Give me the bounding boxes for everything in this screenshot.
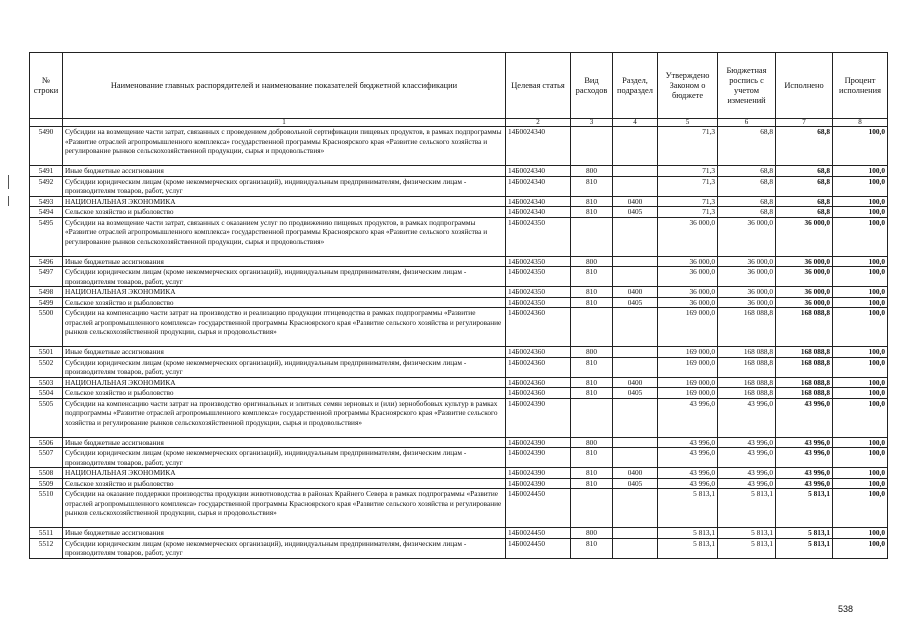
row-name: НАЦИОНАЛЬНАЯ ЭКОНОМИКА [63, 468, 506, 479]
row-section: 0400 [613, 287, 658, 298]
row-number: 5496 [30, 256, 63, 267]
row-schedule: 43 996,0 [718, 398, 776, 437]
table-row [30, 207, 888, 218]
row-approved: 5 813,1 [658, 489, 718, 528]
header-schedule: Бюджетная роспись с учетом изменений [718, 53, 776, 119]
row-approved: 36 000,0 [658, 267, 718, 287]
row-section [613, 347, 658, 358]
row-exp-type: 800 [571, 347, 613, 358]
row-percent: 100,0 [833, 287, 888, 298]
table-row [30, 478, 888, 489]
row-target: 14Б0024360 [506, 347, 571, 358]
row-percent: 100,0 [833, 347, 888, 358]
row-approved: 36 000,0 [658, 217, 718, 256]
row-name: Субсидии юридическим лицам (кроме некоммерческих организаций), индивидуальным предпринимателям, физическим лицам - производителям товаров, работ, услуг [63, 176, 506, 196]
row-target: 14Б0024340 [506, 127, 571, 166]
row-number: 5510 [30, 489, 63, 528]
column-number: 5 [658, 119, 718, 127]
row-section [613, 489, 658, 528]
row-section [613, 127, 658, 166]
row-number: 5504 [30, 388, 63, 399]
budget-document [29, 52, 887, 559]
row-section: 0405 [613, 478, 658, 489]
row-schedule: 36 000,0 [718, 267, 776, 287]
row-number: 5509 [30, 478, 63, 489]
row-executed: 68,8 [776, 207, 833, 218]
row-executed: 168 088,8 [776, 388, 833, 399]
row-target: 14Б0024350 [506, 217, 571, 256]
row-executed: 5 813,1 [776, 489, 833, 528]
row-exp-type: 810 [571, 468, 613, 479]
row-section: 0400 [613, 468, 658, 479]
table-row [30, 196, 888, 207]
row-target: 14Б0024350 [506, 297, 571, 308]
row-target: 14Б0024340 [506, 196, 571, 207]
row-section: 0405 [613, 207, 658, 218]
row-exp-type: 800 [571, 437, 613, 448]
row-approved: 169 000,0 [658, 308, 718, 347]
row-schedule: 68,8 [718, 196, 776, 207]
row-name: Иные бюджетные ассигнования [63, 528, 506, 539]
row-percent: 100,0 [833, 207, 888, 218]
row-percent: 100,0 [833, 489, 888, 528]
row-percent: 100,0 [833, 217, 888, 256]
row-section [613, 528, 658, 539]
row-name: Иные бюджетные ассигнования [63, 347, 506, 358]
row-target: 14Б0024450 [506, 538, 571, 558]
row-percent: 100,0 [833, 166, 888, 177]
row-percent: 100,0 [833, 377, 888, 388]
row-approved: 71,3 [658, 196, 718, 207]
row-exp-type: 810 [571, 176, 613, 196]
row-name: Субсидии юридическим лицам (кроме некоммерческих организаций), индивидуальным предпринимателям, физическим лицам - производителям товаров, работ, услуг [63, 357, 506, 377]
row-approved: 43 996,0 [658, 398, 718, 437]
row-name: Иные бюджетные ассигнования [63, 437, 506, 448]
row-name: Субсидии на возмещение части затрат, связанных с проведением добровольной сертификации пищевых продуктов, в рамках подпрограммы «Развитие отраслей агропромышленного комплекса» государственной программы Красноярского края «Развитие сельского хозяйства и регулирование рынков сельскохозяйственной продукции, сырья и продовольствия» [63, 127, 506, 166]
row-exp-type: 800 [571, 528, 613, 539]
row-number: 5503 [30, 377, 63, 388]
row-name: НАЦИОНАЛЬНАЯ ЭКОНОМИКА [63, 287, 506, 298]
table-row [30, 448, 888, 468]
row-exp-type: 810 [571, 538, 613, 558]
row-name: Сельское хозяйство и рыболовство [63, 388, 506, 399]
row-exp-type: 810 [571, 478, 613, 489]
table-row [30, 489, 888, 528]
row-approved: 169 000,0 [658, 347, 718, 358]
table-row [30, 347, 888, 358]
header-percent: Процент исполнения [833, 53, 888, 119]
row-schedule: 36 000,0 [718, 217, 776, 256]
row-section [613, 398, 658, 437]
row-executed: 168 088,8 [776, 308, 833, 347]
row-schedule: 68,8 [718, 166, 776, 177]
table-row [30, 308, 888, 347]
row-percent: 100,0 [833, 448, 888, 468]
row-number: 5507 [30, 448, 63, 468]
row-target: 14Б0024390 [506, 398, 571, 437]
row-number: 5497 [30, 267, 63, 287]
row-executed: 168 088,8 [776, 377, 833, 388]
row-target: 14Б0024350 [506, 256, 571, 267]
row-executed: 168 088,8 [776, 347, 833, 358]
row-exp-type: 810 [571, 357, 613, 377]
row-number: 5492 [30, 176, 63, 196]
table-row [30, 528, 888, 539]
table-row [30, 297, 888, 308]
row-approved: 71,3 [658, 176, 718, 196]
row-schedule: 68,8 [718, 127, 776, 166]
row-approved: 169 000,0 [658, 357, 718, 377]
row-section [613, 437, 658, 448]
row-schedule: 43 996,0 [718, 448, 776, 468]
row-executed: 36 000,0 [776, 217, 833, 256]
row-approved: 169 000,0 [658, 377, 718, 388]
row-approved: 43 996,0 [658, 448, 718, 468]
row-name: Субсидии юридическим лицам (кроме некоммерческих организаций), индивидуальным предпринимателям, физическим лицам - производителям товаров, работ, услуг [63, 448, 506, 468]
row-exp-type [571, 308, 613, 347]
budget-table [29, 52, 888, 559]
row-target: 14Б0024360 [506, 388, 571, 399]
row-section [613, 217, 658, 256]
row-number: 5501 [30, 347, 63, 358]
row-percent: 100,0 [833, 196, 888, 207]
header-section: Раздел, подраздел [613, 53, 658, 119]
table-row [30, 287, 888, 298]
row-schedule: 43 996,0 [718, 437, 776, 448]
column-number: 1 [63, 119, 506, 127]
row-approved: 36 000,0 [658, 287, 718, 298]
margin-mark [8, 175, 9, 189]
column-number: 2 [506, 119, 571, 127]
header-name: Наименование главных распорядителей и наименование показателей бюджетной классификации [63, 53, 506, 119]
column-number [30, 119, 63, 127]
row-schedule: 43 996,0 [718, 468, 776, 479]
row-name: Субсидии на оказание поддержки производства продукции животноводства в районах Крайнего Севера в рамках подпрограммы «Развитие отраслей агропромышленного комплекса» государственной программы Красноярского края «Развитие сельского хозяйства и регулирование рынков сельскохозяйственной продукции, сырья и продовольствия» [63, 489, 506, 528]
row-approved: 43 996,0 [658, 468, 718, 479]
row-exp-type [571, 217, 613, 256]
table-row [30, 217, 888, 256]
row-name: Субсидии юридическим лицам (кроме некоммерческих организаций), индивидуальным предпринимателям, физическим лицам - производителям товаров, работ, услуг [63, 538, 506, 558]
row-exp-type: 810 [571, 448, 613, 468]
row-exp-type: 810 [571, 287, 613, 298]
row-exp-type: 810 [571, 297, 613, 308]
row-name: Иные бюджетные ассигнования [63, 166, 506, 177]
row-executed: 68,8 [776, 176, 833, 196]
row-percent: 100,0 [833, 478, 888, 489]
row-percent: 100,0 [833, 528, 888, 539]
row-number: 5493 [30, 196, 63, 207]
row-exp-type: 810 [571, 267, 613, 287]
row-executed: 168 088,8 [776, 357, 833, 377]
row-approved: 71,3 [658, 166, 718, 177]
row-schedule: 36 000,0 [718, 287, 776, 298]
row-percent: 100,0 [833, 468, 888, 479]
row-number: 5500 [30, 308, 63, 347]
row-exp-type: 800 [571, 256, 613, 267]
row-target: 14Б0024360 [506, 357, 571, 377]
row-name: Субсидии на компенсацию части затрат на производство и реализацию продукции птицеводства в рамках подпрограммы «Развитие отраслей агропромышленного комплекса» государственной программы Красноярского края «Развитие сельского хозяйства и регулирование рынков сельскохозяйственной продукции, сырья и продовольствия» [63, 308, 506, 347]
row-percent: 100,0 [833, 297, 888, 308]
table-row [30, 166, 888, 177]
table-row [30, 468, 888, 479]
row-schedule: 5 813,1 [718, 528, 776, 539]
table-body [30, 127, 888, 559]
table-row [30, 176, 888, 196]
row-section: 0405 [613, 388, 658, 399]
row-exp-type: 810 [571, 377, 613, 388]
row-number: 5495 [30, 217, 63, 256]
row-executed: 36 000,0 [776, 287, 833, 298]
row-approved: 71,3 [658, 127, 718, 166]
header-approved: Утверждено Законом о бюджете [658, 53, 718, 119]
row-schedule: 168 088,8 [718, 388, 776, 399]
row-target: 14Б0024360 [506, 308, 571, 347]
row-section [613, 176, 658, 196]
row-schedule: 36 000,0 [718, 297, 776, 308]
row-target: 14Б0024340 [506, 176, 571, 196]
row-percent: 100,0 [833, 437, 888, 448]
row-target: 14Б0024450 [506, 528, 571, 539]
page-number: 538 [838, 604, 854, 614]
row-executed: 43 996,0 [776, 468, 833, 479]
row-target: 14Б0024350 [506, 287, 571, 298]
row-percent: 100,0 [833, 388, 888, 399]
row-percent: 100,0 [833, 308, 888, 347]
row-section [613, 267, 658, 287]
row-section [613, 256, 658, 267]
row-percent: 100,0 [833, 267, 888, 287]
row-name: Сельское хозяйство и рыболовство [63, 207, 506, 218]
row-approved: 5 813,1 [658, 528, 718, 539]
row-number: 5490 [30, 127, 63, 166]
row-section: 0400 [613, 196, 658, 207]
row-section [613, 308, 658, 347]
row-approved: 169 000,0 [658, 388, 718, 399]
row-number: 5502 [30, 357, 63, 377]
row-executed: 43 996,0 [776, 437, 833, 448]
row-target: 14Б0024340 [506, 207, 571, 218]
row-name: Субсидии на компенсацию части затрат на производство оригинальных и элитных семян зерновых и (или) зернобобовых культур в рамках подпрограммы «Развитие отраслей агропромышленного комплекса» государственной программы Красноярского края «Развитие сельского хозяйства и регулирование рынков сельскохозяйственной продукции, сырья и продовольствия» [63, 398, 506, 437]
row-name: НАЦИОНАЛЬНАЯ ЭКОНОМИКА [63, 196, 506, 207]
row-approved: 5 813,1 [658, 538, 718, 558]
row-executed: 36 000,0 [776, 297, 833, 308]
row-name: Сельское хозяйство и рыболовство [63, 297, 506, 308]
row-schedule: 168 088,8 [718, 357, 776, 377]
row-number: 5491 [30, 166, 63, 177]
row-name: Иные бюджетные ассигнования [63, 256, 506, 267]
row-target: 14Б0024390 [506, 468, 571, 479]
row-approved: 43 996,0 [658, 437, 718, 448]
row-target: 14Б0024390 [506, 448, 571, 468]
row-executed: 68,8 [776, 166, 833, 177]
row-executed: 43 996,0 [776, 478, 833, 489]
table-row [30, 357, 888, 377]
table-row [30, 388, 888, 399]
row-schedule: 5 813,1 [718, 489, 776, 528]
row-schedule: 43 996,0 [718, 478, 776, 489]
row-exp-type [571, 127, 613, 166]
row-number: 5505 [30, 398, 63, 437]
column-number: 4 [613, 119, 658, 127]
row-exp-type: 810 [571, 196, 613, 207]
row-executed: 5 813,1 [776, 538, 833, 558]
row-approved: 43 996,0 [658, 478, 718, 489]
table-row [30, 256, 888, 267]
row-schedule: 68,8 [718, 176, 776, 196]
row-percent: 100,0 [833, 538, 888, 558]
row-name: Сельское хозяйство и рыболовство [63, 478, 506, 489]
row-target: 14Б0024350 [506, 267, 571, 287]
row-percent: 100,0 [833, 398, 888, 437]
row-schedule: 68,8 [718, 207, 776, 218]
row-percent: 100,0 [833, 256, 888, 267]
column-number: 8 [833, 119, 888, 127]
row-number: 5512 [30, 538, 63, 558]
row-executed: 36 000,0 [776, 267, 833, 287]
header-row [30, 53, 888, 119]
row-number: 5499 [30, 297, 63, 308]
row-name: Субсидии на возмещение части затрат, связанных с оказанием услуг по продвижению пищевых продуктов, в рамках подпрограммы «Развитие отраслей агропромышленного комплекса» государственной программы Красноярского края «Развитие сельского хозяйства и регулирование рынков сельскохозяйственной продукции, сырья и продовольствия» [63, 217, 506, 256]
column-number: 3 [571, 119, 613, 127]
row-section [613, 448, 658, 468]
row-name: НАЦИОНАЛЬНАЯ ЭКОНОМИКА [63, 377, 506, 388]
row-section [613, 166, 658, 177]
row-executed: 5 813,1 [776, 528, 833, 539]
row-exp-type: 810 [571, 207, 613, 218]
row-number: 5508 [30, 468, 63, 479]
column-number: 6 [718, 119, 776, 127]
row-schedule: 168 088,8 [718, 347, 776, 358]
row-target: 14Б0024340 [506, 166, 571, 177]
header-exp-type: Вид расходов [571, 53, 613, 119]
table-row [30, 538, 888, 558]
table-row [30, 267, 888, 287]
row-section [613, 538, 658, 558]
row-section: 0405 [613, 297, 658, 308]
row-executed: 68,8 [776, 127, 833, 166]
row-exp-type: 810 [571, 388, 613, 399]
row-percent: 100,0 [833, 357, 888, 377]
table-row [30, 127, 888, 166]
row-section [613, 357, 658, 377]
row-approved: 36 000,0 [658, 256, 718, 267]
header-row-no: № строки [30, 53, 63, 119]
row-target: 14Б0024450 [506, 489, 571, 528]
row-executed: 43 996,0 [776, 398, 833, 437]
margin-mark [8, 196, 9, 206]
row-executed: 68,8 [776, 196, 833, 207]
row-section: 0400 [613, 377, 658, 388]
row-number: 5494 [30, 207, 63, 218]
table-row [30, 437, 888, 448]
row-exp-type [571, 398, 613, 437]
row-schedule: 36 000,0 [718, 256, 776, 267]
row-number: 5506 [30, 437, 63, 448]
row-percent: 100,0 [833, 127, 888, 166]
table-row [30, 377, 888, 388]
row-schedule: 168 088,8 [718, 377, 776, 388]
header-target: Целевая статья [506, 53, 571, 119]
row-exp-type: 800 [571, 166, 613, 177]
row-number: 5498 [30, 287, 63, 298]
row-target: 14Б0024390 [506, 437, 571, 448]
row-schedule: 5 813,1 [718, 538, 776, 558]
row-approved: 36 000,0 [658, 297, 718, 308]
header-executed: Исполнено [776, 53, 833, 119]
column-number-row [30, 119, 888, 127]
row-schedule: 168 088,8 [718, 308, 776, 347]
row-target: 14Б0024390 [506, 478, 571, 489]
row-approved: 71,3 [658, 207, 718, 218]
row-exp-type [571, 489, 613, 528]
row-number: 5511 [30, 528, 63, 539]
table-row [30, 398, 888, 437]
column-number: 7 [776, 119, 833, 127]
row-percent: 100,0 [833, 176, 888, 196]
row-target: 14Б0024360 [506, 377, 571, 388]
row-name: Субсидии юридическим лицам (кроме некоммерческих организаций), индивидуальным предпринимателям, физическим лицам - производителям товаров, работ, услуг [63, 267, 506, 287]
row-executed: 36 000,0 [776, 256, 833, 267]
row-executed: 43 996,0 [776, 448, 833, 468]
